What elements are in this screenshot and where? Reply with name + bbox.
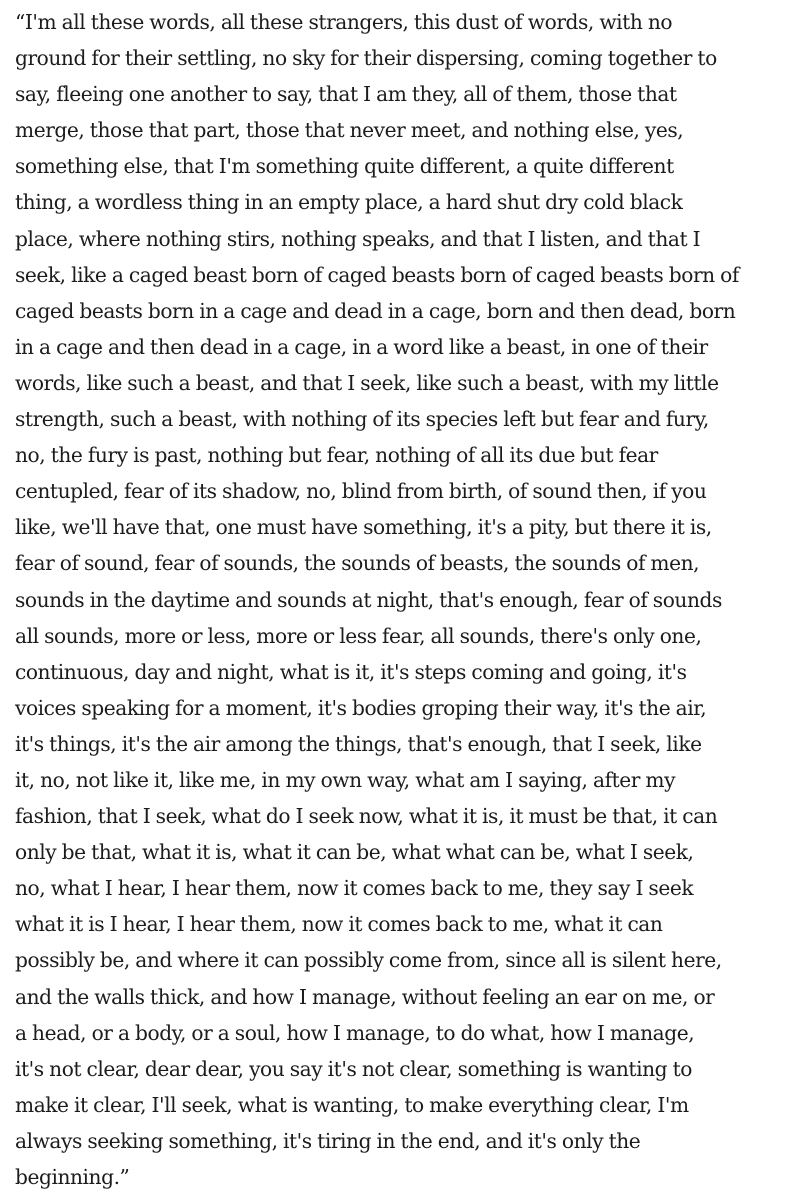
quote-line: say, fleeing one another to say, that I am they, all of them, those that bbox=[15, 82, 677, 107]
quote-line: caged beasts born in a cage and dead in a cage, born and then dead, born bbox=[15, 298, 736, 323]
quote-line: fashion, that I seek, what do I seek now, what it is, it must be that, it can bbox=[15, 804, 718, 829]
quote-line: words, like such a beast, and that I seek, like such a beast, with my little bbox=[15, 370, 719, 395]
quote-line: and the walls thick, and how I manage, without feeling an ear on me, or bbox=[15, 984, 715, 1009]
quote-line: it's not clear, dear dear, you say it's not clear, something is wanting to bbox=[15, 1056, 692, 1081]
quote-line: only be that, what it is, what it can be, what what can be, what I seek, bbox=[15, 840, 694, 865]
quote-line: make it clear, I'll seek, what is wanting, to make everything clear, I'm bbox=[15, 1092, 689, 1117]
quote-line: in a cage and then dead in a cage, in a word like a beast, in one of their bbox=[15, 334, 708, 359]
quote-line: it's things, it's the air among the things, that's enough, that I seek, like bbox=[15, 731, 702, 756]
quote-line: beginning.” bbox=[15, 1165, 130, 1189]
quote-line: continuous, day and night, what is it, it's steps coming and going, it's bbox=[15, 659, 687, 684]
quote-line: “I'm all these words, all these strangers, this dust of words, with no bbox=[15, 10, 673, 34]
quote-line: thing, a wordless thing in an empty place, a hard shut dry cold black bbox=[15, 190, 683, 215]
quote-line: merge, those that part, those that never meet, and nothing else, yes, bbox=[15, 118, 684, 143]
quote-line: place, where nothing stirs, nothing speaks, and that I listen, and that I bbox=[15, 226, 701, 251]
quote-line: always seeking something, it's tiring in the end, and it's only the bbox=[15, 1128, 641, 1153]
quote-line: seek, like a caged beast born of caged beasts born of caged beasts born of bbox=[15, 262, 739, 287]
quote-line: strength, such a beast, with nothing of its species left but fear and fury, bbox=[15, 407, 709, 432]
quote-line: a head, or a body, or a soul, how I manage, to do what, how I manage, bbox=[15, 1020, 695, 1045]
quote-line: all sounds, more or less, more or less fear, all sounds, there's only one, bbox=[15, 623, 702, 648]
quote-line: ground for their settling, no sky for their dispersing, coming together to bbox=[15, 46, 717, 71]
quote-line: voices speaking for a moment, it's bodies groping their way, it's the air, bbox=[15, 695, 707, 720]
quote-line: possibly be, and where it can possibly come from, since all is silent here, bbox=[15, 948, 722, 973]
quote-line: no, the fury is past, nothing but fear, nothing of all its due but fear bbox=[15, 443, 658, 468]
quote-line: centupled, fear of its shadow, no, blind from birth, of sound then, if you bbox=[15, 479, 707, 504]
quote-line: fear of sound, fear of sounds, the sounds of beasts, the sounds of men, bbox=[15, 551, 700, 576]
quote-line: what it is I hear, I hear them, now it comes back to me, what it can bbox=[15, 912, 663, 937]
quote-line: no, what I hear, I hear them, now it comes back to me, they say I seek bbox=[15, 876, 694, 901]
quote-line: something else, that I'm something quite different, a quite different bbox=[15, 154, 674, 179]
quote-line: like, we'll have that, one must have something, it's a pity, but there it is, bbox=[15, 515, 712, 540]
quote-line: it, no, not like it, like me, in my own way, what am I saying, after my bbox=[15, 767, 676, 792]
quote-text bbox=[15, 4, 791, 1195]
quote-line: sounds in the daytime and sounds at night, that's enough, fear of sounds bbox=[15, 587, 722, 612]
